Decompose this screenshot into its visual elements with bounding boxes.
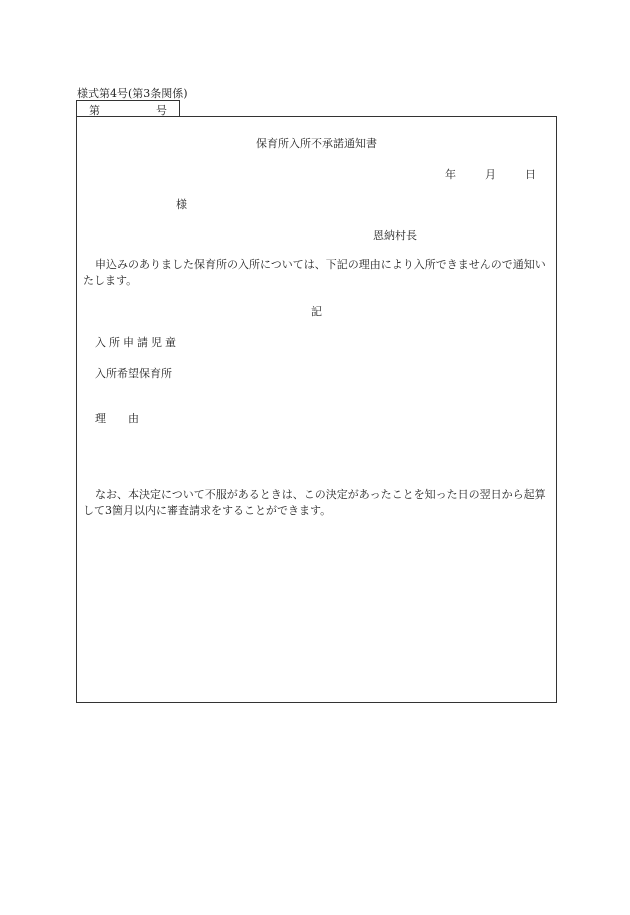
ki-heading: 記 xyxy=(311,305,322,318)
item-desired-facility: 入所希望保育所 xyxy=(95,367,172,380)
item-applicant-child: 入所申請児童 xyxy=(95,336,179,349)
appeal-note: なお、本決定について不服があるときは、この決定があったことを知った日の翌日から起算して3箇月以内に審査請求をすることができます。 xyxy=(83,488,546,517)
addressee-suffix: 様 xyxy=(176,198,187,211)
number-prefix: 第 xyxy=(89,104,100,117)
item-reason: 理 由 xyxy=(95,412,139,425)
date-month: 月 xyxy=(485,168,496,181)
form-label: 様式第4号(第3条関係) xyxy=(77,87,188,100)
date-line xyxy=(445,166,536,182)
notice-body: 申込みのありました保育所の入所については、下記の理由により入所できませんので通知いたします。 xyxy=(83,258,546,287)
date-day: 日 xyxy=(525,168,536,181)
notice-frame xyxy=(76,116,557,703)
document-number-box xyxy=(76,100,180,116)
issuer-name: 恩納村長 xyxy=(373,229,417,242)
number-suffix: 号 xyxy=(156,104,167,117)
notice-title: 保育所入所不承諾通知書 xyxy=(256,137,377,150)
date-year: 年 xyxy=(445,168,456,181)
